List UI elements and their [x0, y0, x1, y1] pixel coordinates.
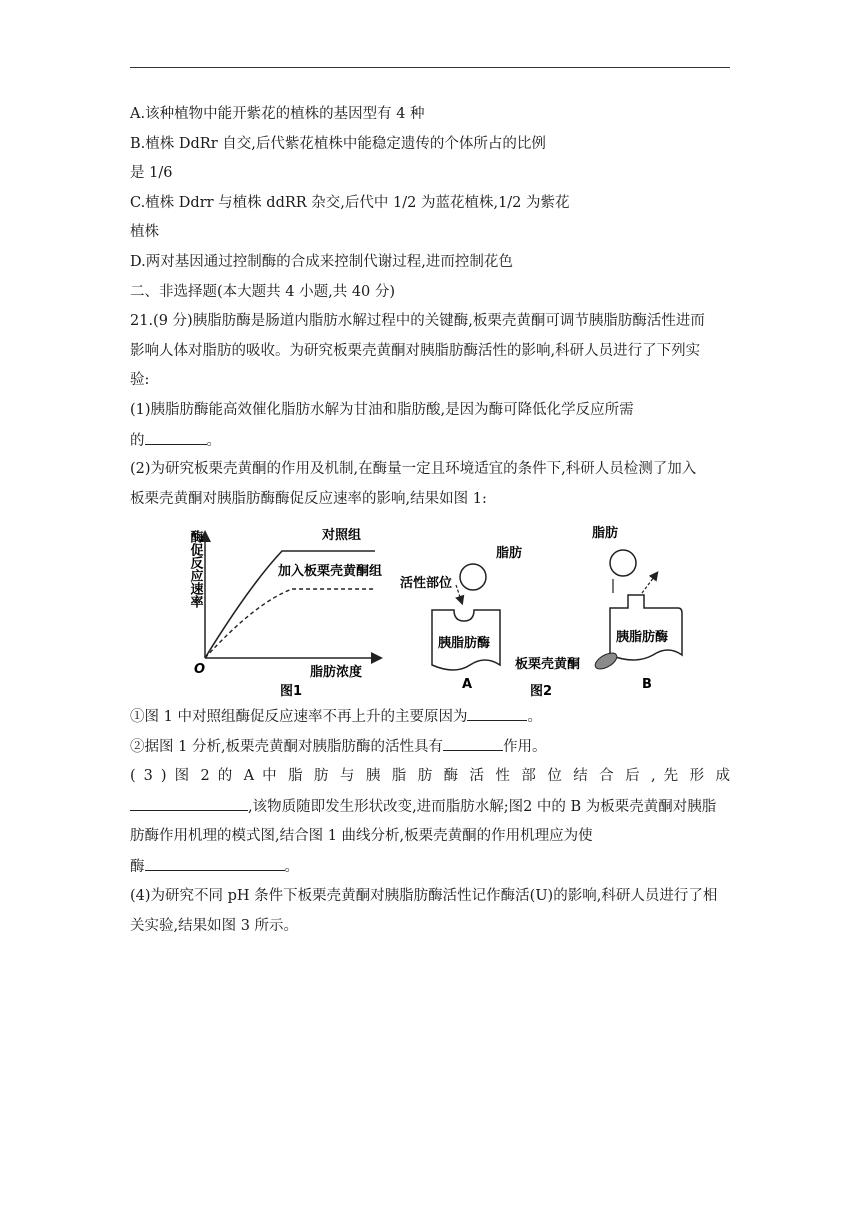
- option-c-line1: C.植株 Ddrr 与植株 ddRR 杂交,后代中 1/2 为蓝花植株,1/2 为紫花: [130, 195, 570, 211]
- part1-prefix: 的: [130, 433, 145, 449]
- fig2b-inhibitor-label: 板栗壳黄酮: [515, 657, 581, 672]
- fig2b-fat-label: 脂肪: [592, 526, 619, 541]
- fig2b-enzyme-shape: [610, 595, 682, 660]
- answer-blank-5[interactable]: [145, 856, 285, 871]
- figures-1-and-2: [170, 515, 690, 700]
- fig1-y-label: 酶促反应速率: [187, 530, 203, 608]
- q21-part3-line1: ( 3 ) 图 2 的 A 中 脂 肪 与 胰 脂 肪 酶 活 性 部 位 结 合 后 , 先 形 成: [130, 768, 730, 784]
- part3-line2-text: ,该物质随即发生形状改变,进而脂肪水解;图2 中的 B 为板栗壳黄酮对胰脂: [248, 799, 717, 815]
- q21-part3-line2: [130, 796, 716, 817]
- option-d: D.两对基因通过控制酶的合成来控制代谢过程,进而控制花色: [130, 254, 513, 270]
- fig2b-panel-label: B: [642, 677, 652, 692]
- answer-blank-4[interactable]: [130, 796, 248, 811]
- q21-part3-line4: [130, 856, 299, 877]
- fig1-flavonoid-curve: [205, 589, 375, 658]
- q21-intro-line3: 验:: [130, 372, 150, 388]
- answer-blank-1[interactable]: [145, 430, 207, 445]
- q21-part4-line2: 关实验,结果如图 3 所示。: [130, 918, 299, 934]
- part1-suffix: 。: [206, 433, 221, 449]
- q21-part3-line3: 肪酶作用机理的模式图,结合图 1 曲线分析,板栗壳黄酮的作用机理应为使: [130, 828, 593, 844]
- fig2a-enzyme-label: 胰脂肪酶: [438, 636, 491, 651]
- fig2b-dashed-arrow: [642, 573, 657, 593]
- sub2-text: ②据图 1 分析,板栗壳黄酮对胰脂肪酶的活性具有: [130, 739, 444, 755]
- q21-sub2: [130, 736, 547, 757]
- header-rule: [130, 67, 730, 68]
- part3-line4-prefix: 酶: [130, 859, 145, 875]
- fig1-series-control-label: 对照组: [322, 528, 362, 543]
- fig2-caption: 图2: [530, 684, 553, 699]
- option-c-line2: 植株: [130, 224, 159, 240]
- option-a: A.该种植物中能开紫花的植株的基因型有 4 种: [130, 106, 425, 122]
- fig1-origin: O: [194, 662, 206, 677]
- fig1-caption: 图1: [280, 684, 303, 699]
- q21-part1-line2: [130, 430, 221, 451]
- fig2a-panel-label: A: [462, 677, 473, 692]
- section-title: 二、非选择题(本大题共 4 小题,共 40 分): [130, 284, 396, 300]
- fig1-series-flavonoid-label: 加入板栗壳黄酮组: [278, 564, 383, 579]
- answer-blank-2[interactable]: [467, 706, 527, 721]
- fig2a-active-site-label: 活性部位: [400, 576, 453, 591]
- sub1-text: ①图 1 中对照组酶促反应速率不再上升的主要原因为: [130, 709, 468, 725]
- q21-part4-line1: (4)为研究不同 pH 条件下板栗壳黄酮对胰脂肪酶活性记作酶活(U)的影响,科研人员进行了相: [130, 888, 718, 904]
- option-b-line1: B.植株 DdRr 自交,后代紫花植株中能稳定遗传的个体所占的比例: [130, 136, 546, 152]
- q21-intro-line2: 影响人体对脂肪的吸收。为研究板栗壳黄酮对胰脂肪酶活性的影响,科研人员进行了下列实: [130, 343, 701, 359]
- option-b-line2: 是 1/6: [130, 165, 173, 181]
- fig2b-enzyme-label: 胰脂肪酶: [616, 630, 669, 645]
- q21-part2-line1: (2)为研究板栗壳黄酮的作用及机制,在酶量一定且环境适宜的条件下,科研人员检测了加入: [130, 461, 697, 477]
- fig2a-dashed-arrow: [456, 585, 462, 603]
- sub2-suffix: 作用。: [503, 739, 547, 755]
- part3-line4-suffix: 。: [284, 859, 299, 875]
- q21-part1-line1: (1)胰脂肪酶能高效催化脂肪水解为甘油和脂肪酸,是因为酶可降低化学反应所需: [130, 402, 634, 418]
- q21-sub1: [130, 706, 542, 727]
- fig2a-fat-label: 脂肪: [496, 546, 523, 561]
- fig2b-fat-circle: [610, 550, 636, 576]
- answer-blank-3[interactable]: [443, 736, 503, 751]
- q21-part2-line2: 板栗壳黄酮对胰脂肪酶酶促反应速率的影响,结果如图 1:: [130, 491, 487, 507]
- sub1-suffix: 。: [527, 709, 542, 725]
- q21-intro-line1: 21.(9 分)胰脂肪酶是肠道内脂肪水解过程中的关键酶,板栗壳黄酮可调节胰脂肪酶活性进而: [130, 313, 705, 329]
- fig2a-fat-circle: [460, 564, 486, 590]
- fig1-x-label: 脂肪浓度: [310, 665, 363, 680]
